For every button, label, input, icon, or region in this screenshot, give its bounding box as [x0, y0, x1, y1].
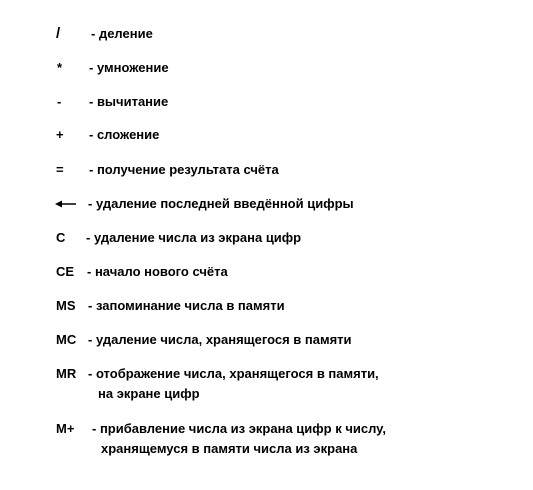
clear-entry-key-symbol: CE [56, 264, 75, 279]
memory-clear-key-symbol: MC [56, 332, 77, 347]
clear-description: - удаление числа из экрана цифр [86, 230, 302, 245]
legend-row-equals [0, 161, 533, 179]
legend-row-clear [0, 229, 533, 247]
memory-recall-key-symbol: MR [56, 366, 77, 381]
memory-recall-description-continued: на экране цифр [98, 386, 200, 401]
subtract-description: - вычитание [89, 94, 169, 109]
legend-row-divide [0, 25, 533, 43]
legend-row-clear-entry [0, 263, 533, 281]
legend-row-memory-recall-cont [0, 385, 533, 403]
multiply-description: - умножение [89, 60, 169, 75]
backspace-description: - удаление последней введённой цифры [88, 196, 354, 211]
multiply-key-symbol: * [57, 60, 63, 75]
memory-add-description-continued: хранящемуся в памяти числа из экрана [101, 441, 358, 456]
add-key-symbol: + [56, 127, 64, 142]
memory-store-description: - запоминание числа в памяти [88, 298, 285, 313]
memory-store-key-symbol: MS [56, 298, 76, 313]
legend-row-memory-store [0, 297, 533, 315]
legend-row-memory-clear [0, 331, 533, 349]
subtract-key-symbol: - [57, 94, 62, 109]
clear-key-symbol: C [56, 230, 66, 245]
legend-row-memory-recall [0, 365, 533, 383]
memory-clear-description: - удаление числа, хранящегося в памяти [88, 332, 352, 347]
equals-key-symbol: = [56, 162, 64, 177]
legend-row-memory-add-cont [0, 440, 533, 458]
legend-row-memory-add [0, 420, 533, 438]
memory-add-key-symbol: M+ [56, 421, 75, 436]
legend-row-subtract [0, 93, 533, 111]
legend-row-add [0, 126, 533, 144]
backspace-arrow-icon [55, 200, 77, 208]
memory-recall-description: - отображение числа, хранящегося в памяти, [88, 366, 379, 381]
legend-row-backspace [0, 195, 533, 213]
divide-description: - деление [91, 26, 153, 41]
legend-row-multiply [0, 59, 533, 77]
add-description: - сложение [89, 127, 160, 142]
equals-description: - получение результата счёта [89, 162, 279, 177]
divide-key-symbol: / [56, 25, 61, 42]
clear-entry-description: - начало нового счёта [87, 264, 228, 279]
memory-add-description: - прибавление числа из экрана цифр к числу, [92, 421, 387, 436]
